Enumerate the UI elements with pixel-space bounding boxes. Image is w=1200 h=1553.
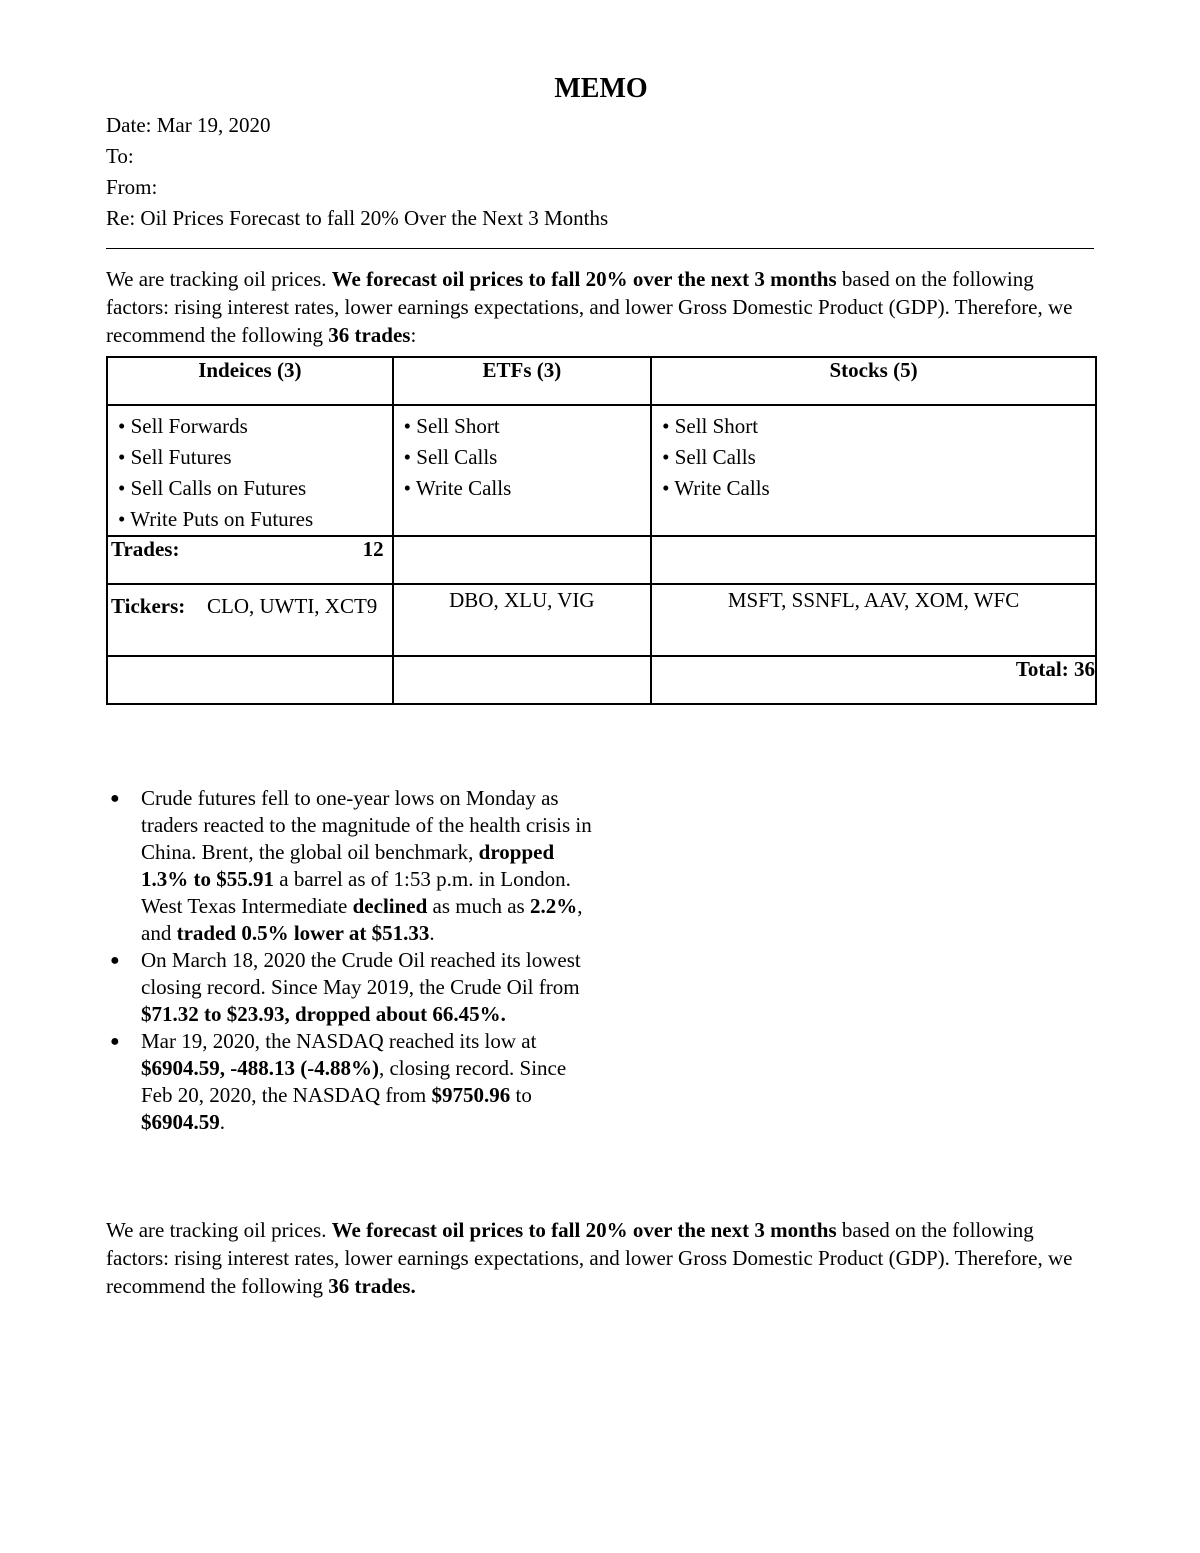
total-row bbox=[107, 656, 1096, 704]
closing-bold-trades: 36 trades. bbox=[328, 1274, 416, 1298]
list-item: • Write Puts on Futures bbox=[118, 504, 392, 535]
header-etfs: ETFs (3) bbox=[393, 357, 651, 405]
header-stocks: Stocks (5) bbox=[651, 357, 1096, 405]
list-item: • Write Calls bbox=[662, 473, 1095, 504]
re-line: Re: Oil Prices Forecast to fall 20% Over the Next 3 Months bbox=[106, 206, 609, 230]
list-item: • Sell Futures bbox=[118, 442, 392, 473]
closing-paragraph bbox=[106, 1216, 1096, 1300]
market-facts-list bbox=[106, 785, 596, 1136]
stocks-strategies bbox=[651, 405, 1096, 536]
trades-value: 12 bbox=[362, 537, 384, 561]
list-item: • Sell Forwards bbox=[118, 411, 392, 442]
memo-header bbox=[106, 110, 608, 234]
from-line: From: bbox=[106, 175, 158, 199]
etfs-tickers: DBO, XLU, VIG bbox=[393, 584, 651, 656]
list-item: • Sell Calls bbox=[662, 442, 1095, 473]
closing-bold-forecast: We forecast oil prices to fall 20% over the next 3 months bbox=[331, 1218, 837, 1242]
closing-text-2: based on the following factors: rising interest rates, lower earnings expectations, and lower Gross Domestic Product (GDP). Therefore, we recommend the following bbox=[106, 1218, 1073, 1298]
strategy-row bbox=[107, 405, 1096, 536]
bullet-icon: ● bbox=[110, 1033, 120, 1050]
trades-row bbox=[107, 536, 1096, 584]
memo-title: MEMO bbox=[554, 73, 648, 104]
empty-cell bbox=[107, 656, 393, 704]
indices-strategies bbox=[107, 405, 393, 536]
indices-tickers: CLO, UWTI, XCT9 bbox=[207, 594, 378, 618]
date-line: Date: Mar 19, 2020 bbox=[106, 113, 271, 137]
total-value: Total: 36 bbox=[651, 656, 1096, 704]
intro-text-3: : bbox=[410, 323, 417, 347]
intro-bold-trades: 36 trades bbox=[328, 323, 411, 347]
etfs-strategies bbox=[393, 405, 651, 536]
closing-text-1: We are tracking oil prices. bbox=[106, 1218, 332, 1242]
list-item: • Sell Calls bbox=[404, 442, 650, 473]
intro-text-2: based on the following factors: rising interest rates, lower earnings expectations, and lower Gross Domestic Product (GDP). Therefore, we recommend the following bbox=[106, 267, 1073, 347]
intro-paragraph bbox=[106, 265, 1096, 349]
list-item: ● Crude futures fell to one-year lows on Monday as traders reacted to the magnitude of the health crisis in China. Brent, the global oil benchmark, dropped 1.3% to $55.91 a barrel as of 1:53 p.m. in London. West Texas Intermediate declined as much as 2.2%, and traded 0.5% lower at $51.33. bbox=[110, 786, 592, 945]
intro-text-1: We are tracking oil prices. bbox=[106, 267, 332, 291]
empty-cell bbox=[393, 536, 651, 584]
list-item: • Write Calls bbox=[404, 473, 650, 504]
empty-cell bbox=[651, 536, 1096, 584]
empty-cell bbox=[393, 656, 651, 704]
list-item: • Sell Short bbox=[404, 411, 650, 442]
intro-bold-forecast: We forecast oil prices to fall 20% over the next 3 months bbox=[331, 267, 837, 291]
header-divider bbox=[106, 248, 1094, 249]
stocks-tickers: MSFT, SSNFL, AAV, XOM, WFC bbox=[651, 584, 1096, 656]
list-item: • Sell Short bbox=[662, 411, 1095, 442]
tickers-label: Tickers: bbox=[111, 594, 186, 618]
bullet-icon: ● bbox=[110, 790, 120, 807]
trades-label: Trades: bbox=[111, 537, 180, 561]
header-indices: Indeices (3) bbox=[107, 357, 393, 405]
table-header-row bbox=[107, 357, 1096, 405]
list-item: ● Mar 19, 2020, the NASDAQ reached its low at $6904.59, -488.13 (-4.88%), closing record. Since Feb 20, 2020, the NASDAQ from $9750.96 to $6904.59. bbox=[110, 1029, 567, 1134]
list-item: ● On March 18, 2020 the Crude Oil reached its lowest closing record. Since May 2019, the Crude Oil from $71.32 to $23.93, dropped about 66.45%. bbox=[110, 948, 581, 1026]
tickers-row bbox=[107, 584, 1096, 656]
trades-cell bbox=[107, 536, 393, 584]
indices-tickers-cell bbox=[107, 584, 393, 656]
trades-table bbox=[106, 356, 1097, 705]
list-item: • Sell Calls on Futures bbox=[118, 473, 392, 504]
to-line: To: bbox=[106, 144, 134, 168]
bullet-icon: ● bbox=[110, 952, 120, 969]
